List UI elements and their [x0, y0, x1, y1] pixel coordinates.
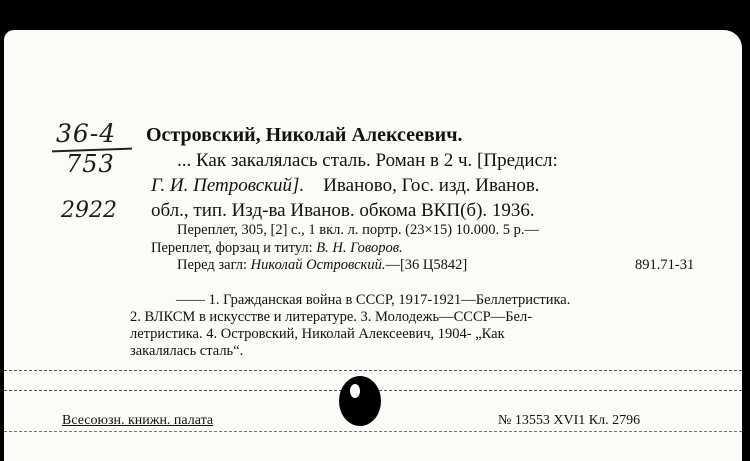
footer-number: № 13553 XVI1 Кл. 2796 [498, 413, 641, 428]
title-line: ... Как закалялась сталь. Роман в 2 ч. [Предисл: [177, 150, 558, 171]
subject-line-1: —— 1. Гражданская война в СССР, 1917-1921—Беллетристика. [176, 292, 571, 308]
subject-line-4: закалялась сталь“. [130, 343, 244, 359]
binding-label: Переплет, форзац и титул: [151, 240, 313, 256]
physical-description: Переплет, 305, [2] с., 1 вкл. л. портр. (23×15) 10.000. 5 р.— [177, 222, 540, 238]
handwritten-note: 2922 [61, 198, 117, 223]
binding-line [151, 240, 403, 257]
subject-line-3: летристика. 4. Островский, Николай Алексеевич, 1904- „Как [130, 326, 505, 342]
punch-hole-highlight [350, 384, 360, 398]
preface-author: Г. И. Петровский]. [151, 175, 305, 196]
frontispiece-title: Николай Островский. [250, 257, 386, 273]
imprint-line: обл., тип. Изд-ва Иванов. обкома ВКП(б). 1936. [151, 200, 535, 221]
binding-designer: В. Н. Говоров. [316, 240, 403, 256]
author-heading: Островский, Николай Алексеевич. [146, 124, 463, 146]
divider [4, 431, 742, 432]
publisher-text: Иваново, Гос. изд. Иванов. [323, 175, 540, 196]
handwritten-shelf-mark-bottom: 753 [66, 150, 115, 178]
punch-hole [339, 376, 381, 426]
footer-chamber: Всесоюзн. книжн. палата [62, 413, 214, 428]
divider [4, 370, 742, 371]
handwritten-shelf-mark-top: 36-4 [56, 119, 117, 148]
catalog-card [4, 30, 742, 461]
frontispiece-line [177, 257, 467, 274]
preface-line [151, 175, 540, 197]
subject-line-2: 2. ВЛКСМ в искусстве и литературе. 3. Молодежь—СССР—Бел- [130, 309, 533, 325]
registry-number: —[36 Ц5842] [385, 257, 468, 273]
class-number: 891.71-31 [635, 257, 695, 273]
frontispiece-label: Перед загл: [177, 257, 248, 273]
